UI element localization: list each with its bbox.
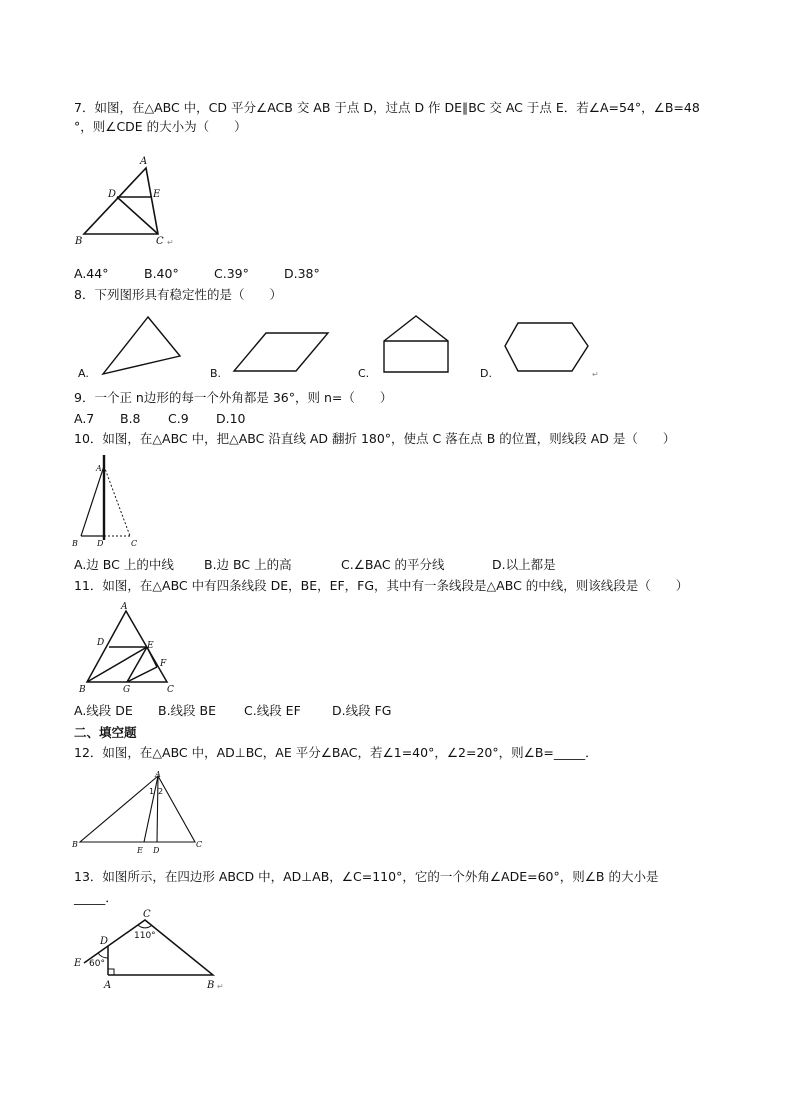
q7-label-a: A bbox=[140, 156, 148, 167]
q9-option-d[interactable]: D.10 bbox=[216, 411, 246, 426]
q7-option-d[interactable]: D.38° bbox=[284, 266, 320, 281]
q9-stem: 9．一个正 n边形的每一个外角都是 36°，则 n=（ ） bbox=[74, 390, 393, 405]
q10-option-c[interactable]: C.∠BAC 的平分线 bbox=[341, 557, 445, 572]
q11-label-a: A bbox=[121, 602, 128, 612]
q8-stem: 8．下列图形具有稳定性的是（ ） bbox=[74, 287, 282, 302]
q7-option-c[interactable]: C.39° bbox=[214, 266, 249, 281]
q11-option-c[interactable]: C.线段 EF bbox=[244, 703, 301, 718]
q10-stem: 10．如图，在△ABC 中，把△ABC 沿直线 AD 翻折 180°，使点 C 落在点 B 的位置，则线段 AD 是（ ） bbox=[74, 431, 676, 446]
q11-label-e: E bbox=[147, 641, 154, 651]
q9-option-b[interactable]: B.8 bbox=[120, 411, 141, 426]
q13-angle-arc-c bbox=[138, 925, 152, 928]
q9-option-a[interactable]: A.7 bbox=[74, 411, 95, 426]
q11-label-g: G bbox=[123, 685, 131, 695]
q7-option-a[interactable]: A.44° bbox=[74, 266, 109, 281]
q13-return-mark: ↵ bbox=[217, 982, 224, 991]
q12-angle-1: 1 bbox=[149, 787, 155, 796]
q11-label-d: D bbox=[97, 638, 105, 648]
q7-label-e: E bbox=[153, 189, 161, 200]
q7-label-d: D bbox=[108, 189, 117, 200]
q11-label-b: B bbox=[79, 685, 86, 695]
q13-angle-arc-d bbox=[98, 953, 108, 958]
q13-angle-d-60: 60° bbox=[89, 959, 105, 969]
q12-label-a: A bbox=[155, 770, 161, 779]
q12-stem: 12．如图，在△ABC 中，AD⊥BC，AE 平分∠BAC，若∠1=40°，∠2=20°，则∠B=_____． bbox=[74, 745, 598, 760]
q8-label-c: C. bbox=[358, 367, 370, 380]
q7-stem-line1: 7．如图，在△ABC 中，CD 平分∠ACB 交 AB 于点 D，过点 D 作 DE∥BC 交 AC 于点 E．若∠A=54°，∠B=48 bbox=[74, 100, 700, 115]
q12-angle-2: 2 bbox=[158, 787, 164, 796]
q12-label-e: E bbox=[137, 846, 143, 855]
q8-label-d: D. bbox=[480, 367, 492, 380]
q7-label-c: C bbox=[156, 236, 164, 247]
q7-return-mark: ↵ bbox=[167, 238, 174, 247]
q11-label-f: F bbox=[160, 659, 167, 669]
q8-return-mark: ↵ bbox=[592, 370, 599, 379]
q10-label-b: B bbox=[72, 539, 78, 548]
q13-quadrilateral-abcd bbox=[108, 920, 213, 975]
q12-label-b: B bbox=[72, 840, 78, 849]
q11-option-d[interactable]: D.线段 FG bbox=[332, 703, 392, 718]
q10-option-b[interactable]: B.边 BC 上的高 bbox=[204, 557, 292, 572]
q13-right-angle-mark bbox=[108, 969, 114, 975]
q8-label-a: A. bbox=[78, 367, 89, 380]
q12-label-d: D bbox=[153, 846, 160, 855]
q10-option-a[interactable]: A.边 BC 上的中线 bbox=[74, 557, 174, 572]
q10-option-d[interactable]: D.以上都是 bbox=[492, 557, 556, 572]
q13-stem-line2: _____． bbox=[74, 890, 118, 905]
q13-label-d: D bbox=[100, 936, 109, 947]
q11-label-c: C bbox=[167, 685, 174, 695]
q10-label-d: D bbox=[97, 539, 104, 548]
q7-option-b[interactable]: B.40° bbox=[144, 266, 179, 281]
q13-angle-c-110: 110° bbox=[134, 931, 156, 941]
q7-stem-line2: °，则∠CDE 的大小为（ ） bbox=[74, 119, 247, 134]
q13-label-b: B bbox=[207, 980, 215, 991]
q10-label-a: A bbox=[96, 464, 102, 473]
q13-label-a: A bbox=[104, 980, 112, 991]
q13-label-c: C bbox=[143, 909, 151, 920]
q11-option-a[interactable]: A.线段 DE bbox=[74, 703, 133, 718]
q8-label-b: B. bbox=[210, 367, 222, 380]
q13-label-e: E bbox=[74, 958, 82, 969]
q12-label-c: C bbox=[196, 840, 203, 849]
section-fill-in-title: 二、填空题 bbox=[74, 725, 137, 740]
q11-stem: 11．如图，在△ABC 中有四条线段 DE，BE，EF，FG，其中有一条线段是△ABC 的中线，则该线段是（ ） bbox=[74, 578, 689, 593]
q7-label-b: B bbox=[75, 236, 83, 247]
q13-stem-line1: 13．如图所示，在四边形 ABCD 中，AD⊥AB，∠C=110°，它的一个外角∠ADE=60°，则∠B 的大小是 bbox=[74, 869, 659, 884]
q11-option-b[interactable]: B.线段 BE bbox=[158, 703, 216, 718]
q9-option-c[interactable]: C.9 bbox=[168, 411, 189, 426]
q10-label-c: C bbox=[131, 539, 138, 548]
